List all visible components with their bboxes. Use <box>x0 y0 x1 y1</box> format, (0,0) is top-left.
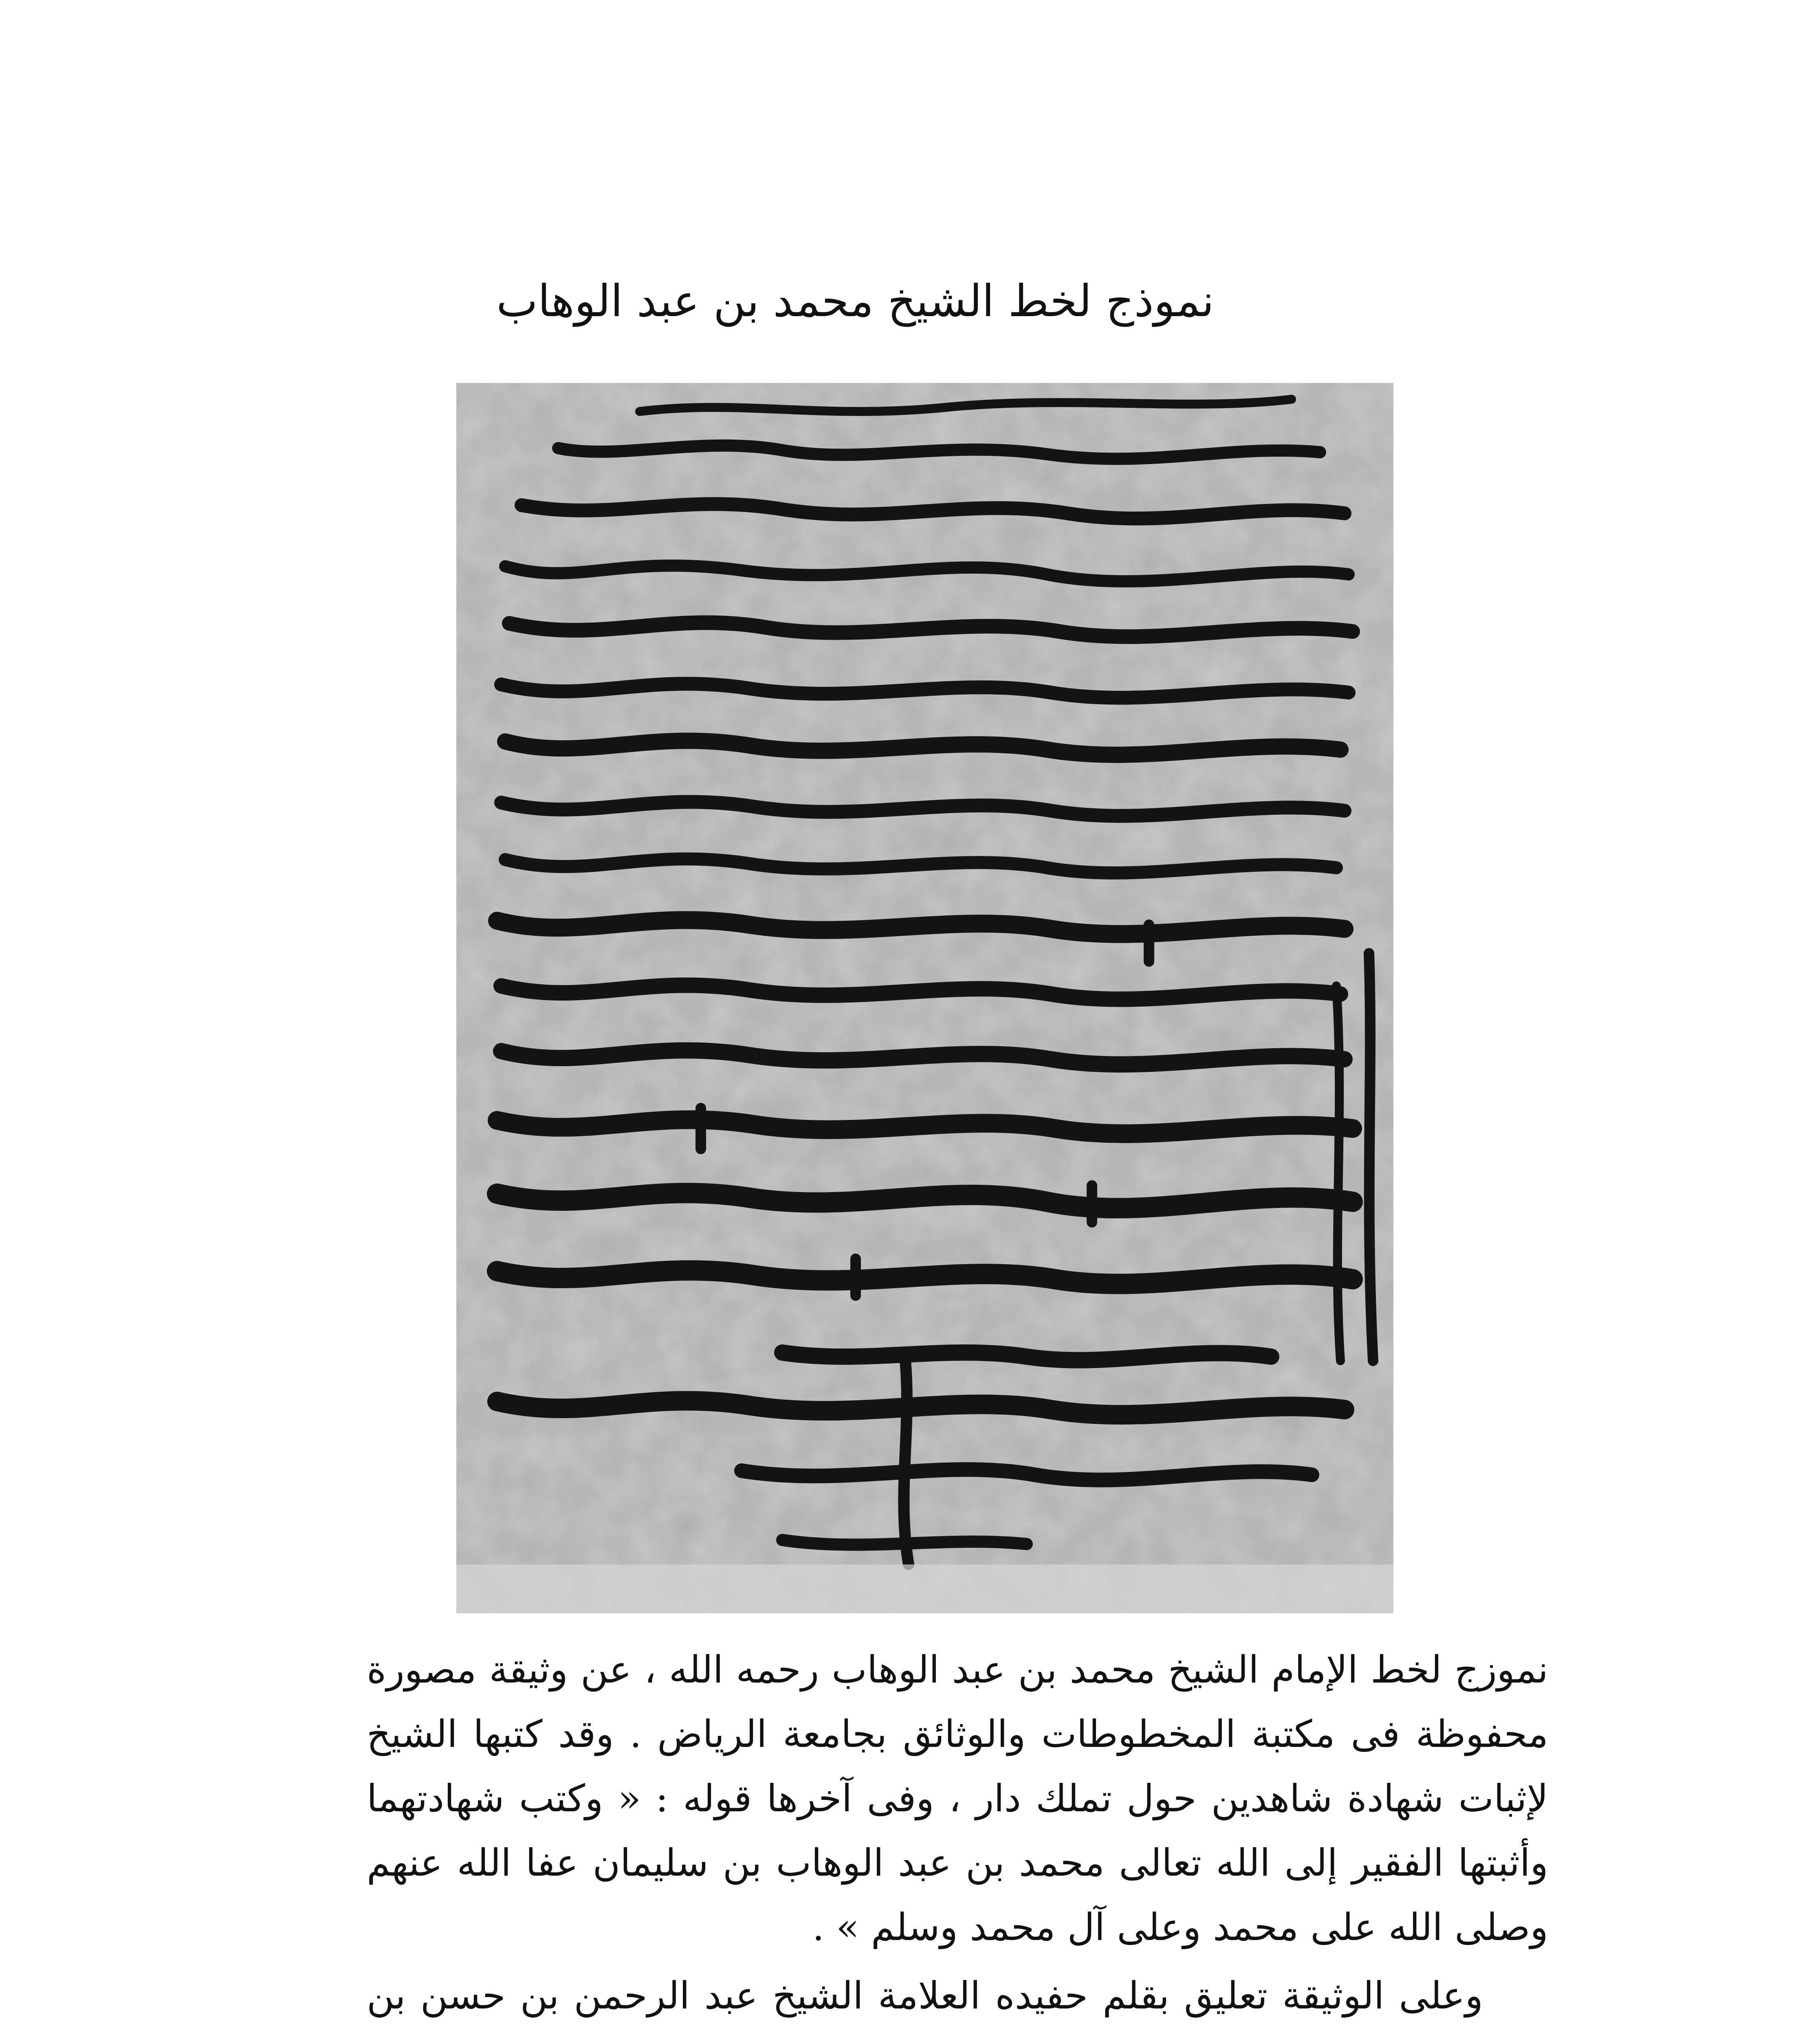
page-title: نموذج لخط الشيخ محمد بن عبد الوهاب <box>496 276 1214 327</box>
manuscript-image <box>456 383 1393 1613</box>
caption-paragraph: وعلى الوثيقة تعليق بقلم حفيده العلامة الشيخ عبد الرحمن بن حسن بن <box>367 1974 1483 2017</box>
caption <box>367 1638 1548 2037</box>
caption-paragraph: نموزج لخط الإمام الشيخ محمد بن عبد الوهاب رحمه الله ، عن وثيقة مصورة محفوظة فى مكتبة المخطوطات والوثائق بجامعة الرياض . وقد كتبها الشيخ لإثبات شهادة شاهدين حول تملك دار ، وفى آخرها قوله : « وكتب شهادتهما وأثبتها الفقير إلى الله تعالى محمد بن عبد الوهاب بن سليمان عفا الله عنهم وصلى الله على محمد وعلى آل محمد وسلم » . <box>367 1648 1548 1949</box>
manuscript-image-graphic <box>456 383 1393 1613</box>
